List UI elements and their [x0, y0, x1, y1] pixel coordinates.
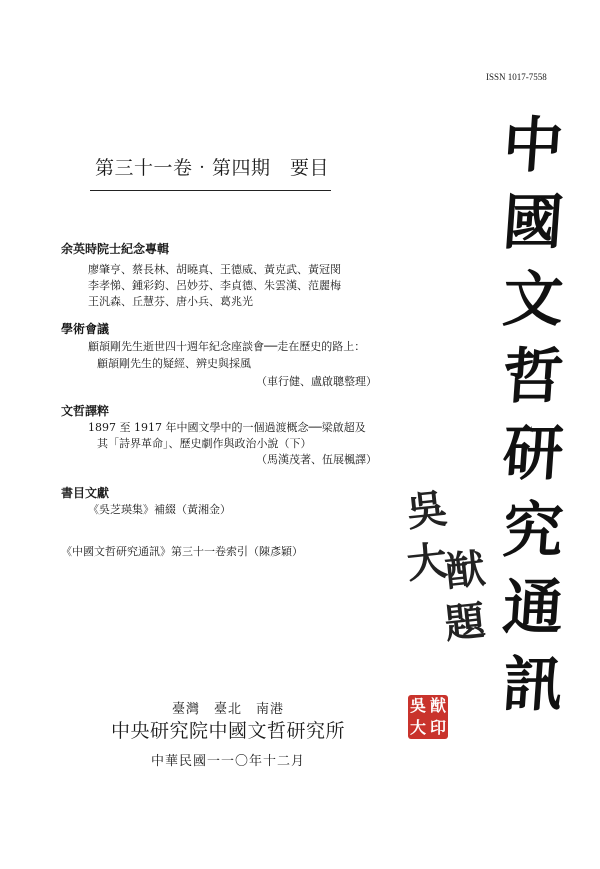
seal-char: 猷 — [429, 696, 446, 715]
calligraphy-char: 吳 — [404, 485, 450, 536]
index-note: 《中國文哲研究通訊》第三十一卷索引（陳彥穎） — [61, 545, 303, 558]
calligraphy-char: 大 — [404, 537, 450, 588]
section-title: 學術會議 — [61, 322, 110, 336]
toc-heading: 第三十一卷‧第四期 要目 — [95, 157, 330, 179]
journal-title-char: 國 — [500, 188, 566, 258]
section-title: 余英時院士紀念專輯 — [61, 242, 170, 256]
publication-date: 中華民國一一〇年十二月 — [150, 754, 305, 769]
toc-line: 其「詩界革命」、歷史劇作與政治小說（下） — [97, 437, 312, 450]
journal-title-char: 中 — [500, 111, 566, 181]
publisher-location: 臺灣 臺北 南港 — [171, 702, 284, 717]
toc-line: 1897 至 1917 年中國文學中的一個過渡概念──梁啟超及 — [88, 421, 366, 434]
toc-line: 顧頡剛先生逝世四十週年紀念座談會──走在歷史的路上： — [88, 340, 366, 353]
toc-line: 李孝悌、鍾彩鈞、呂妙芬、李貞德、朱雲漢、范麗梅 — [88, 279, 341, 292]
journal-title — [478, 108, 588, 724]
toc-line: 王汎森、丘慧芬、唐小兵、葛兆光 — [88, 295, 253, 308]
calligraphy-char: 題 — [442, 597, 488, 648]
journal-title-char: 究 — [500, 496, 566, 566]
calligraphy-char: 猷 — [442, 545, 488, 596]
toc-credit: （馬漢茂著、伍展楓譯） — [256, 453, 377, 466]
toc-line: 廖肇亨、蔡長林、胡曉真、王德威、黃克武、黃冠閔 — [88, 263, 341, 276]
toc-credit: （車行健、盧啟聰整理） — [256, 375, 377, 388]
toc-line: 《吳芝瑛集》補綴（黃湘金） — [88, 503, 231, 516]
section-title: 書目文獻 — [61, 486, 110, 500]
seal-char: 印 — [429, 718, 446, 737]
seal-char: 吳 — [409, 696, 426, 715]
toc-line: 顧頡剛先生的疑經、辨史與採風 — [97, 357, 251, 370]
journal-title-char: 哲 — [500, 342, 566, 412]
section-title: 文哲譯粹 — [61, 404, 110, 418]
toc-divider — [90, 190, 331, 191]
journal-title-char: 文 — [500, 265, 566, 335]
journal-title-char: 通 — [500, 573, 566, 643]
journal-title-char: 訊 — [500, 650, 566, 720]
calligraphy-signature-col2 — [440, 545, 490, 649]
issn-number: ISSN 1017-7558 — [486, 72, 547, 82]
seal-char: 大 — [409, 718, 426, 737]
journal-title-char: 研 — [500, 419, 566, 489]
publisher-name: 中央研究院中國文哲研究所 — [110, 720, 345, 742]
